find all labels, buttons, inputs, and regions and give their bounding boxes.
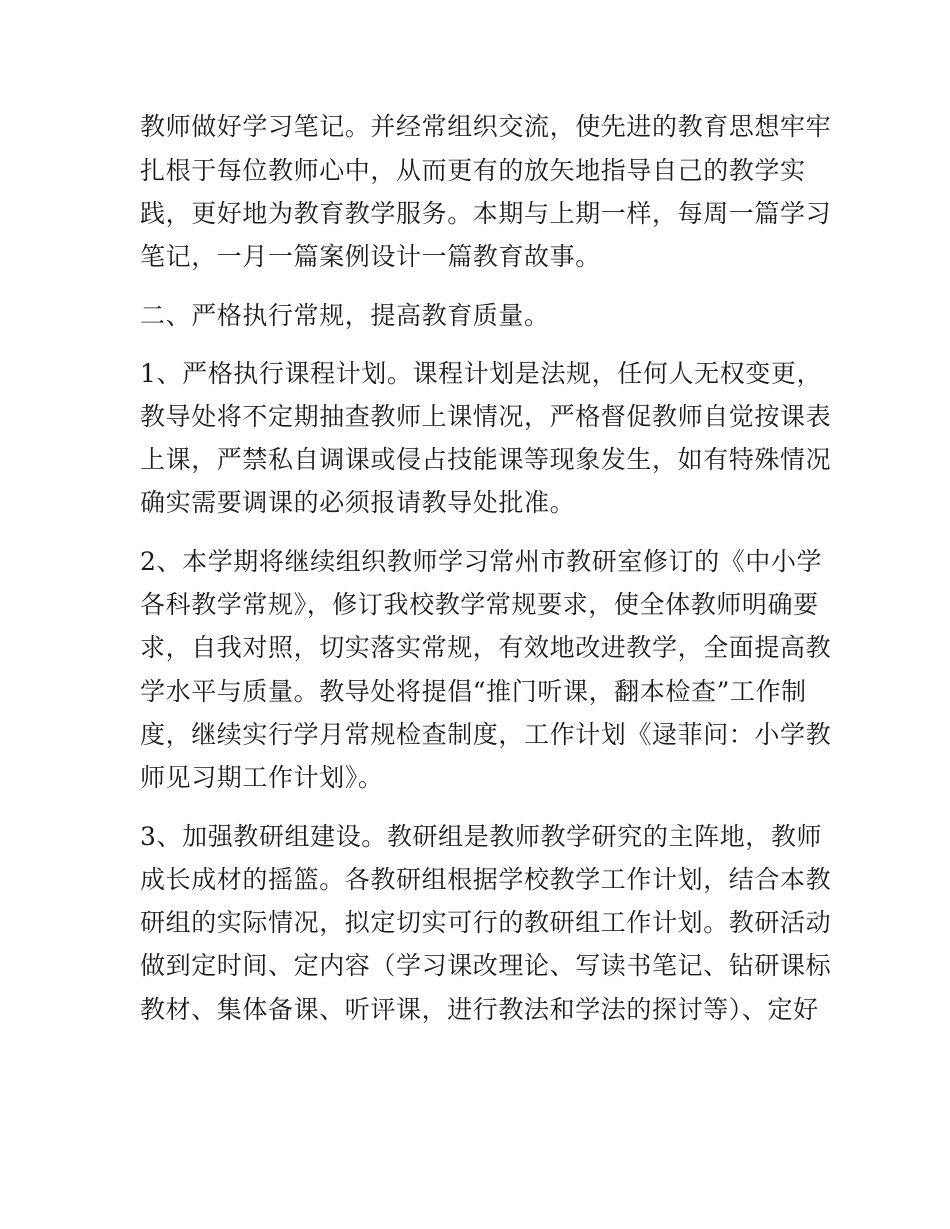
text-line-14: 度，继续实行学月常规检查制度，工作计划《逯菲问：小学教 [140,720,832,749]
text-line-2: 扎根于每位教师心中，从而更有的放矢地指导自己的教学实 [140,156,806,185]
text-line-4: 笔记，一月一篇案例设计一篇教育故事。 [140,242,601,271]
text-line-3: 践，更好地为教育教学服务。本期与上期一样，每周一篇学习 [140,199,832,228]
text-line-11: 各科教学常规》，修订我校教学常规要求，使全体教师明确要 [140,590,819,619]
text-line-13: 学水平与质量。教导处将提倡“推门听课，翻本检查”工作制 [140,677,807,706]
text-line-19: 做到定时间、定内容（学习课改理论、写读书笔记、钻研课标 [140,951,832,980]
text-line-1: 教师做好学习笔记。并经常组织交流，使先进的教育思想牢牢 [140,112,832,141]
text-line-8: 上课，严禁私自调课或侵占技能课等现象发生，如有特殊情况 [140,445,832,474]
text-line-6: 1、严格执行课程计划。课程计划是法规，任何人无权变更， [140,359,823,388]
text-line-20: 教材、集体备课、听评课，进行教法和学法的探讨等）、定好 [140,995,819,1024]
section-heading: 二、严格执行常规，提高教育质量。 [140,301,550,330]
text-line-10: 2、本学期将继续组织教师学习常州市教研室修订的《中小学 [140,547,823,576]
text-line-17: 成长成材的摇篮。各教研组根据学校教学工作计划，结合本教 [140,865,832,894]
text-line-9: 确实需要调课的必须报请教导处批准。 [140,488,576,517]
text-line-7: 教导处将不定期抽查教师上课情况，严格督促教师自觉按课表 [140,402,832,431]
text-line-15: 师见习期工作计划》。 [140,763,384,792]
text-line-18: 研组的实际情况，拟定切实可行的教研组工作计划。教研活动 [140,908,832,937]
text-line-12: 求，自我对照，切实落实常规，有效地改进教学，全面提高教 [140,633,832,662]
text-line-16: 3、加强教研组建设。教研组是教师教学研究的主阵地，教师 [140,822,823,851]
